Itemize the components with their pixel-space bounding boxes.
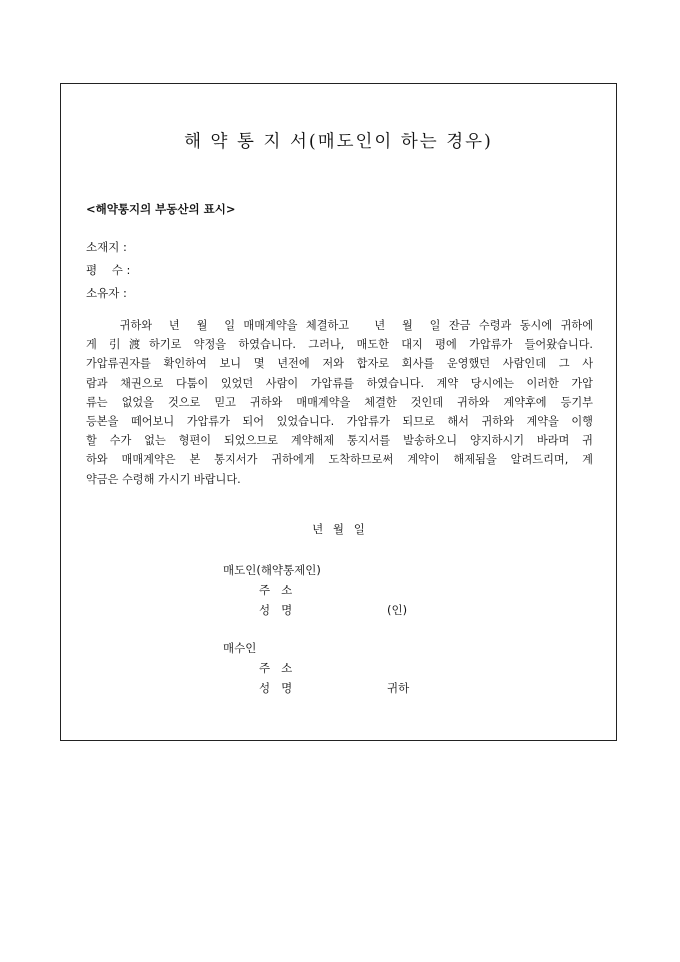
seller-address-row [223,582,321,602]
seller-role: 매도인(해약통제인) [223,563,321,577]
body-line: 람과 채권으로 다툼이 있었던 사람이 가압류를 하였습니다. 계약 당시에는 이러한 가압 [86,376,593,390]
body-line: 가압류권자를 확인하여 보니 몇 년전에 저와 합자로 회사를 운영했던 사람인데 그 사 [86,357,593,371]
seller-name-row [223,602,408,622]
location-label: 소재지 : [86,240,127,254]
buyer-name-label: 성명 [259,681,304,695]
seller-block [223,562,408,622]
area-label: 평 수 : [86,263,131,277]
property-details [86,239,130,308]
body-line: 약금은 수령해 가시기 바랍니다. [86,472,241,486]
buyer-address-row [223,660,304,680]
seller-name-label: 성명 [259,603,304,617]
buyer-address-label: 주소 [259,661,304,675]
notice-body [86,316,593,489]
buyer-honorific: 귀하 [387,681,410,695]
body-line: 등본을 떼어보니 가압류가 되어 있었습니다. 가압류가 되므로 해서 귀하와 계약을 이행 [86,414,593,428]
owner-label: 소유자 : [86,286,127,300]
date-line: 년 월 일 [312,522,365,536]
seller-seal-mark: (인) [387,603,408,617]
document-frame [60,83,617,741]
buyer-role: 매수인 [223,641,257,655]
body-line: 귀하와 년 월 일 매매계약을 체결하고 년 월 일 잔금 수령과 동시에 귀하에 [86,319,593,332]
buyer-block [223,640,410,700]
body-line: 하와 매매계약은 본 통지서가 귀하에게 도착하므로써 계약이 해제됨을 알려드리며, 계 [86,453,593,467]
body-line: 류는 없었을 것으로 믿고 귀하와 매매계약을 체결한 것인데 귀하와 계약후에 등기부 [86,395,593,409]
body-line: 할 수가 없는 형편이 되었으므로 계약해제 통지서를 발송하오니 양지하시기 바라며 귀 [86,434,593,448]
document-title: 해 약 통 지 서(매도인이 하는 경우) [184,132,493,152]
body-line: 게 引渡하기로 약정을 하였습니다. 그러나, 매도한 대지 평에 가압류가 들어왔습니다. [86,338,593,352]
buyer-name-row [223,680,410,700]
seller-address-label: 주소 [259,583,304,597]
property-section-heading: <해약통지의 부동산의 표시> [86,202,236,216]
